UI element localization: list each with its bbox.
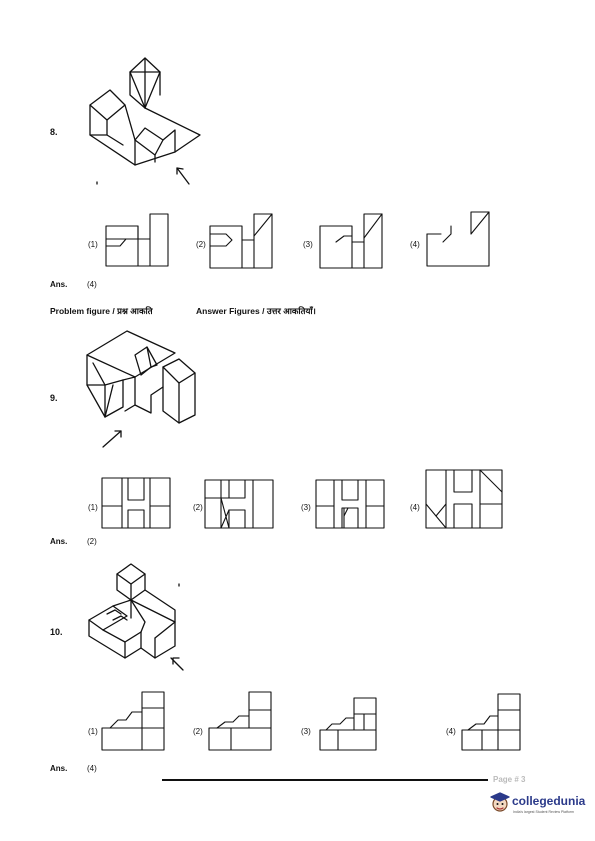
- answer-label: Ans.: [50, 537, 68, 546]
- answer-figure-q10-3[interactable]: [318, 696, 378, 752]
- answer-figure-q8-2[interactable]: [208, 212, 274, 270]
- answer-label: Ans.: [50, 764, 68, 773]
- option-label-2: (2): [193, 503, 203, 512]
- question-number: 9.: [50, 393, 58, 403]
- answer-value: (2): [87, 537, 97, 546]
- option-label-1: (1): [88, 727, 98, 736]
- option-label-3: (3): [301, 503, 311, 512]
- answer-figure-q10-2[interactable]: [207, 690, 273, 752]
- option-label-3: (3): [301, 727, 311, 736]
- answer-figure-q9-4[interactable]: [424, 468, 504, 530]
- option-label-2: (2): [196, 240, 206, 249]
- option-label-1: (1): [88, 240, 98, 249]
- option-label-4: (4): [446, 727, 456, 736]
- problem-figure-q9: [85, 325, 205, 450]
- brand-tagline: India's largest Student Review Platform: [513, 810, 574, 814]
- problem-figure-q8: [85, 50, 205, 190]
- option-label-1: (1): [88, 503, 98, 512]
- collegedunia-logo-icon: [489, 791, 511, 815]
- answer-figure-q8-3[interactable]: [318, 212, 384, 270]
- question-number: 10.: [50, 627, 63, 637]
- option-label-2: (2): [193, 727, 203, 736]
- answer-figures-header: Answer Figures / उत्तर आकतियाँ।: [196, 306, 316, 316]
- answer-label: Ans.: [50, 280, 68, 289]
- answer-figure-q9-1[interactable]: [100, 476, 172, 530]
- answer-figure-q10-4[interactable]: [460, 692, 522, 752]
- option-label-4: (4): [410, 503, 420, 512]
- answer-figure-q9-3[interactable]: [314, 478, 386, 530]
- brand-name[interactable]: collegedunia: [512, 794, 586, 808]
- answer-figure-q9-2[interactable]: [203, 478, 275, 530]
- option-label-4: (4): [410, 240, 420, 249]
- answer-figure-q10-1[interactable]: [100, 690, 166, 752]
- answer-figure-q8-4[interactable]: [425, 210, 491, 268]
- page-number: Page # 3: [493, 775, 526, 784]
- problem-figure-header: Problem figure / प्रश्न आकति: [50, 306, 153, 316]
- answer-value: (4): [87, 764, 97, 773]
- footer-rule: [162, 779, 488, 781]
- option-label-3: (3): [303, 240, 313, 249]
- answer-value: (4): [87, 280, 97, 289]
- question-number: 8.: [50, 127, 58, 137]
- problem-figure-q10: [85, 560, 205, 680]
- answer-figure-q8-1[interactable]: [104, 212, 170, 268]
